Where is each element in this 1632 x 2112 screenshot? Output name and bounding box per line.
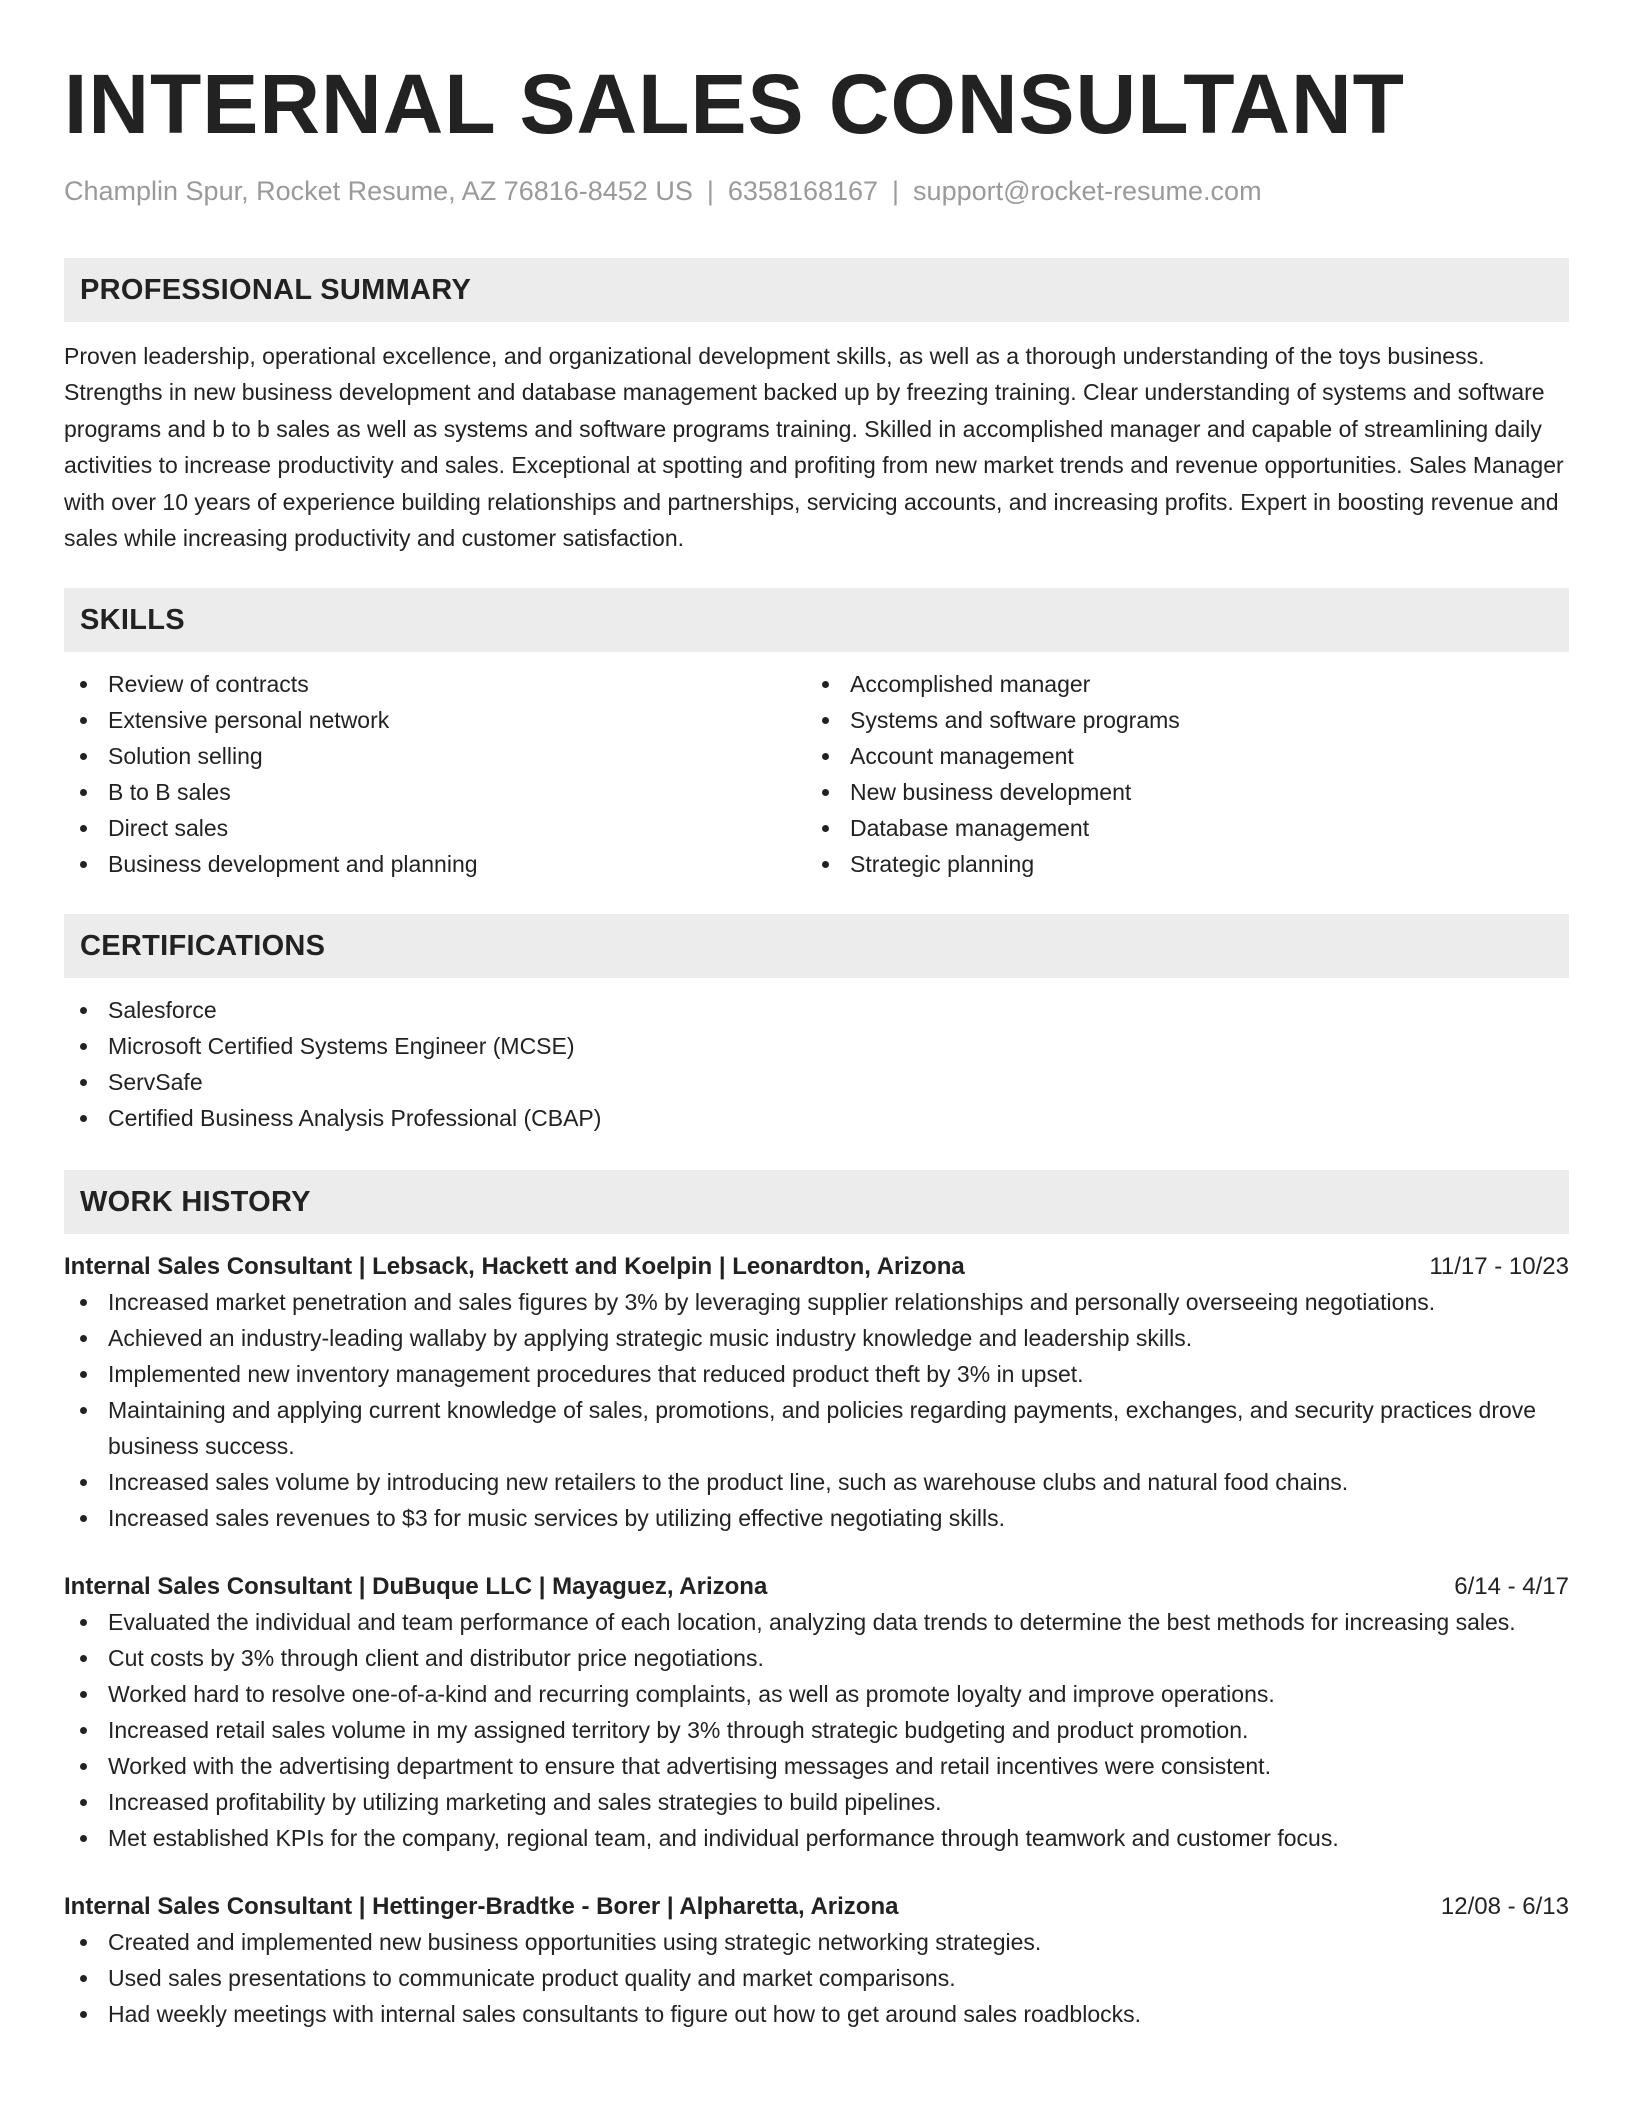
job-bullet: Created and implemented new business opportunities using strategic networking strategies. bbox=[64, 1924, 1569, 1960]
certifications-list bbox=[64, 992, 1569, 1136]
skill-item: Business development and planning bbox=[64, 846, 806, 882]
resume-name-heading: INTERNAL SALES CONSULTANT bbox=[64, 57, 1405, 151]
contact-line bbox=[64, 174, 1569, 208]
contact-separator: | bbox=[892, 176, 900, 206]
skills-list-right bbox=[806, 666, 1548, 882]
skills-column-right bbox=[806, 666, 1548, 882]
job-dates: 11/17 - 10/23 bbox=[1429, 1253, 1569, 1281]
skill-item: Strategic planning bbox=[806, 846, 1548, 882]
skill-item: Direct sales bbox=[64, 810, 806, 846]
skill-item: Account management bbox=[806, 738, 1548, 774]
job-entry bbox=[64, 1250, 1569, 1536]
job-bullet: Increased market penetration and sales figures by 3% by leveraging supplier relationships and personally overseeing negotiations. bbox=[64, 1284, 1569, 1320]
summary-text: Proven leadership, operational excellence, and organizational development skills, as well as a thorough understanding of the toys business. Strengths in new business development and database management backed up by freezing training. Clear understanding of systems and software programs and b to b sales as well as systems and software programs training. Skilled in accomplished manager and capable of streamlining daily activities to increase productivity and sales. Exceptional at spotting and profiting from new market trends and revenue opportunities. Sales Manager with over 10 years of experience building relationships and partnerships, servicing accounts, and increasing profits. Expert in boosting revenue and sales while increasing productivity and customer satisfaction. bbox=[64, 343, 1564, 552]
job-bullet: Worked with the advertising department to ensure that advertising messages and retail incentives were consistent. bbox=[64, 1748, 1569, 1784]
job-bullet: Used sales presentations to communicate product quality and market comparisons. bbox=[64, 1960, 1569, 1996]
skill-item: Database management bbox=[806, 810, 1548, 846]
contact-email: support@rocket-resume.com bbox=[913, 176, 1262, 206]
skills-grid bbox=[64, 666, 1569, 882]
skill-item: Systems and software programs bbox=[806, 702, 1548, 738]
job-bullet: Evaluated the individual and team performance of each location, analyzing data trends to determine the best methods for increasing sales. bbox=[64, 1604, 1569, 1640]
job-entry bbox=[64, 1890, 1569, 2032]
job-header bbox=[64, 1570, 1569, 1604]
section-header-certifications: CERTIFICATIONS bbox=[64, 914, 1569, 978]
certification-item: Microsoft Certified Systems Engineer (MCSE) bbox=[64, 1028, 1569, 1064]
section-header-work-history: WORK HISTORY bbox=[64, 1170, 1569, 1234]
job-title: Internal Sales Consultant | Lebsack, Hackett and Koelpin | Leonardton, Arizona bbox=[64, 1253, 965, 1281]
job-bullet: Increased profitability by utilizing marketing and sales strategies to build pipelines. bbox=[64, 1784, 1569, 1820]
job-dates: 6/14 - 4/17 bbox=[1454, 1573, 1569, 1601]
job-bullet: Met established KPIs for the company, regional team, and individual performance through teamwork and customer focus. bbox=[64, 1820, 1569, 1856]
job-bullets bbox=[64, 1924, 1569, 2032]
certification-item: Certified Business Analysis Professional (CBAP) bbox=[64, 1100, 1569, 1136]
skill-item: Review of contracts bbox=[64, 666, 806, 702]
job-bullet: Worked hard to resolve one-of-a-kind and recurring complaints, as well as promote loyalty and improve operations. bbox=[64, 1676, 1569, 1712]
job-title: Internal Sales Consultant | Hettinger-Bradtke - Borer | Alpharetta, Arizona bbox=[64, 1893, 899, 1921]
resume-page bbox=[64, 56, 1569, 2032]
skill-item: B to B sales bbox=[64, 774, 806, 810]
skill-item: Accomplished manager bbox=[806, 666, 1548, 702]
job-bullet: Maintaining and applying current knowledge of sales, promotions, and policies regarding payments, exchanges, and security practices drove business success. bbox=[64, 1392, 1569, 1464]
contact-address: Champlin Spur, Rocket Resume, AZ 76816-8452 US bbox=[64, 176, 693, 206]
skills-column-left bbox=[64, 666, 806, 882]
job-bullet: Increased sales revenues to $3 for music services by utilizing effective negotiating skills. bbox=[64, 1500, 1569, 1536]
job-entry bbox=[64, 1570, 1569, 1856]
job-bullet: Increased sales volume by introducing new retailers to the product line, such as warehouse clubs and natural food chains. bbox=[64, 1464, 1569, 1500]
job-bullet: Implemented new inventory management procedures that reduced product theft by 3% in upset. bbox=[64, 1356, 1569, 1392]
job-header bbox=[64, 1890, 1569, 1924]
job-title: Internal Sales Consultant | DuBuque LLC | Mayaguez, Arizona bbox=[64, 1573, 768, 1601]
job-bullets bbox=[64, 1604, 1569, 1856]
certification-item: Salesforce bbox=[64, 992, 1569, 1028]
skills-list-left bbox=[64, 666, 806, 882]
job-bullet: Increased retail sales volume in my assigned territory by 3% through strategic budgeting and product promotion. bbox=[64, 1712, 1569, 1748]
job-bullet: Achieved an industry-leading wallaby by applying strategic music industry knowledge and leadership skills. bbox=[64, 1320, 1569, 1356]
certification-item: ServSafe bbox=[64, 1064, 1569, 1100]
skill-item: New business development bbox=[806, 774, 1548, 810]
job-bullets bbox=[64, 1284, 1569, 1536]
job-bullet: Cut costs by 3% through client and distributor price negotiations. bbox=[64, 1640, 1569, 1676]
job-dates: 12/08 - 6/13 bbox=[1440, 1893, 1569, 1921]
job-header bbox=[64, 1250, 1569, 1284]
skill-item: Extensive personal network bbox=[64, 702, 806, 738]
contact-phone: 6358168167 bbox=[727, 176, 879, 206]
section-header-skills: SKILLS bbox=[64, 588, 1569, 652]
skill-item: Solution selling bbox=[64, 738, 806, 774]
contact-separator: | bbox=[706, 176, 714, 206]
section-header-summary: PROFESSIONAL SUMMARY bbox=[64, 258, 1569, 322]
job-bullet: Had weekly meetings with internal sales consultants to figure out how to get around sales roadblocks. bbox=[64, 1996, 1569, 2032]
